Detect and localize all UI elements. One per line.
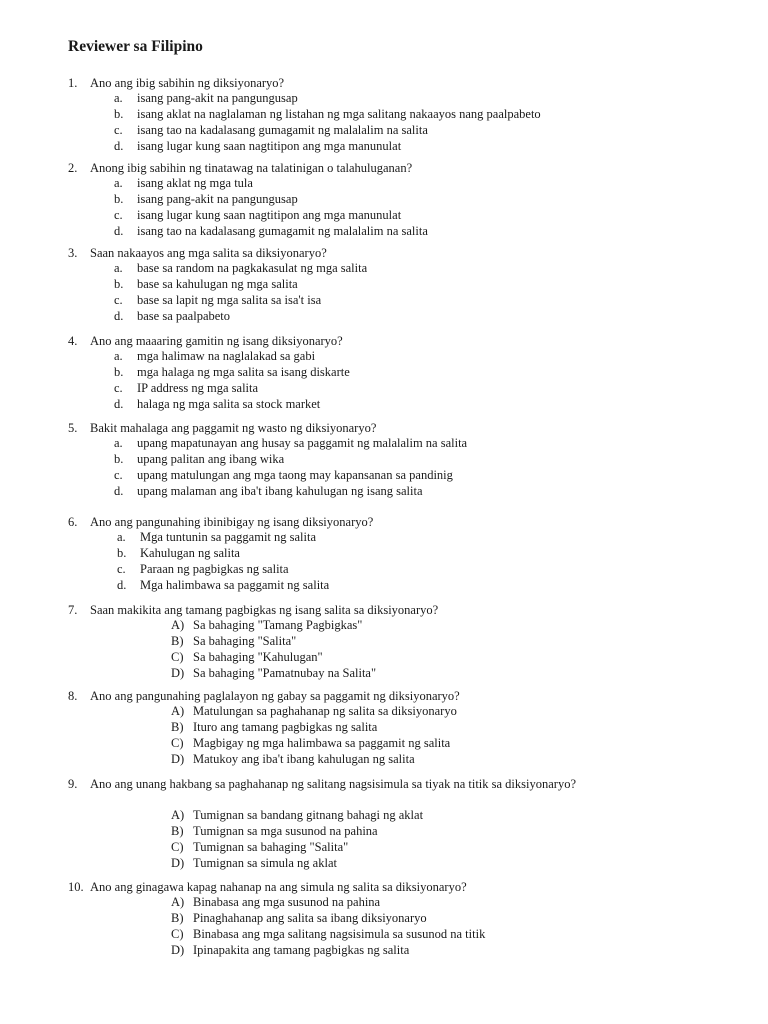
- question-text: Ano ang pangunahing paglalayon ng gabay sa paggamit ng diksiyonaryo?: [90, 689, 460, 703]
- choice-text: upang palitan ang ibang wika: [137, 451, 285, 466]
- choice-d: [0, 666, 768, 682]
- question-prompt: [0, 420, 768, 436]
- choice-b: [0, 911, 768, 927]
- choice-b: [0, 546, 768, 562]
- choice-text: isang aklat na naglalaman ng listahan ng mga salitang nakaayos nang paalpabeto: [137, 106, 541, 121]
- choice-text: base sa kahulugan ng mga salita: [137, 276, 298, 291]
- choice-d: [0, 224, 768, 240]
- question-prompt: [0, 245, 768, 261]
- choice-letter: a.: [117, 530, 126, 544]
- choice-letter: B): [171, 910, 184, 925]
- choice-letter: D): [171, 665, 185, 680]
- question-number: 10.: [68, 880, 84, 894]
- choice-letter: d.: [114, 138, 124, 153]
- choice-d: [0, 943, 768, 959]
- choice-letter: a.: [114, 261, 123, 275]
- choice-letter: d.: [114, 223, 124, 238]
- choice-letter: C): [171, 839, 184, 854]
- choice-letter: a.: [114, 91, 123, 105]
- choice-letter: B): [171, 633, 184, 648]
- choice-text: Mga halimbawa sa paggamit ng salita: [140, 577, 330, 592]
- choice-a: [0, 618, 768, 634]
- choice-text: isang lugar kung saan nagtitipon ang mga manunulat: [137, 138, 402, 153]
- choice-c: [0, 468, 768, 484]
- choice-letter: b.: [114, 106, 124, 121]
- choice-text: base sa paalpabeto: [137, 308, 231, 323]
- choice-b: [0, 192, 768, 208]
- choice-text: upang mapatunayan ang husay sa paggamit ng malalalim na salita: [137, 436, 468, 450]
- question-number: 2.: [68, 161, 78, 175]
- question-prompt: [0, 602, 768, 618]
- choice-letter: c.: [114, 207, 123, 222]
- choice-text: isang pang-akit na pangungusap: [137, 191, 298, 206]
- choice-text: Paraan ng pagbigkas ng salita: [140, 561, 289, 576]
- question-number: 3.: [68, 246, 78, 260]
- choice-c: [0, 381, 768, 397]
- choice-text: isang pang-akit na pangungusap: [137, 91, 298, 105]
- choice-text: mga halaga ng mga salita sa isang diskarte: [137, 364, 350, 379]
- choice-letter: c.: [117, 561, 126, 576]
- choice-a: [0, 176, 768, 192]
- choice-c: [0, 123, 768, 139]
- choice-text: Kahulugan ng salita: [140, 545, 240, 560]
- choice-letter: b.: [117, 545, 127, 560]
- question-number: 4.: [68, 334, 78, 348]
- choice-letter: C): [171, 926, 184, 941]
- choice-letter: d.: [114, 308, 124, 323]
- question-prompt: [0, 879, 768, 895]
- question-number: 1.: [68, 76, 78, 90]
- choice-text: Matulungan sa paghahanap ng salita sa diksiyonaryo: [193, 704, 457, 718]
- question-4: [0, 333, 768, 413]
- choice-text: base sa lapit ng mga salita sa isa't isa: [137, 292, 322, 307]
- question-3: [0, 245, 768, 325]
- choice-letter: B): [171, 719, 184, 734]
- question-8: [0, 688, 768, 768]
- choice-letter: b.: [114, 191, 124, 206]
- choice-text: Binabasa ang mga salitang nagsisimula sa susunod na titik: [193, 926, 486, 941]
- question-number: 8.: [68, 689, 78, 703]
- question-1: [0, 75, 768, 155]
- choice-text: upang matulungan ang mga taong may kapansanan sa pandinig: [137, 467, 453, 482]
- question-2: [0, 160, 768, 240]
- choice-letter: a.: [114, 349, 123, 363]
- question-prompt: [0, 776, 768, 792]
- choice-text: Magbigay ng mga halimbawa sa paggamit ng salita: [193, 735, 451, 750]
- question-5: [0, 420, 768, 500]
- question-number: 9.: [68, 777, 78, 791]
- choice-b: [0, 720, 768, 736]
- choice-c: [0, 650, 768, 666]
- choice-letter: B): [171, 823, 184, 838]
- choice-d: [0, 139, 768, 155]
- question-6: [0, 514, 768, 594]
- choice-text: mga halimaw na naglalakad sa gabi: [137, 349, 316, 363]
- choice-b: [0, 452, 768, 468]
- choice-letter: a.: [114, 176, 123, 190]
- choice-a: [0, 436, 768, 452]
- question-prompt: [0, 333, 768, 349]
- question-text: Saan nakaayos ang mga salita sa diksiyonaryo?: [90, 246, 327, 260]
- choice-text: base sa random na pagkakasulat ng mga salita: [137, 261, 368, 275]
- choice-letter: C): [171, 649, 184, 664]
- choice-c: [0, 840, 768, 856]
- choice-a: [0, 530, 768, 546]
- choice-text: Sa bahaging "Pamatnubay na Salita": [193, 665, 377, 680]
- choice-text: Tumignan sa bahaging "Salita": [193, 839, 349, 854]
- choice-c: [0, 208, 768, 224]
- choice-letter: D): [171, 751, 185, 766]
- choice-c: [0, 927, 768, 943]
- choice-text: Sa bahaging "Kahulugan": [193, 649, 323, 664]
- choice-letter: b.: [114, 276, 124, 291]
- page-title: Reviewer sa Filipino: [68, 38, 203, 55]
- question-number: 5.: [68, 421, 78, 435]
- choice-letter: d.: [114, 483, 124, 498]
- question-9: [0, 776, 768, 872]
- choice-letter: A): [171, 618, 185, 632]
- question-text: Anong ibig sabihin ng tinatawag na talatinigan o talahuluganan?: [90, 161, 413, 175]
- choice-a: [0, 704, 768, 720]
- choice-text: Binabasa ang mga susunod na pahina: [193, 895, 381, 909]
- choice-text: Pinaghahanap ang salita sa ibang diksiyonaryo: [193, 910, 427, 925]
- choice-a: [0, 895, 768, 911]
- choice-c: [0, 293, 768, 309]
- choice-b: [0, 824, 768, 840]
- choice-d: [0, 397, 768, 413]
- choice-a: [0, 91, 768, 107]
- question-prompt: [0, 75, 768, 91]
- choice-d: [0, 484, 768, 500]
- question-prompt: [0, 688, 768, 704]
- question-text: Ano ang pangunahing ibinibigay ng isang diksiyonaryo?: [90, 515, 374, 529]
- choice-a: [0, 261, 768, 277]
- choice-c: [0, 736, 768, 752]
- question-text: Bakit mahalaga ang paggamit ng wasto ng diksiyonaryo?: [90, 421, 377, 435]
- question-text: Ano ang ginagawa kapag nahanap na ang simula ng salita sa diksiyonaryo?: [90, 880, 467, 894]
- choice-c: [0, 562, 768, 578]
- choice-letter: A): [171, 808, 185, 822]
- choice-text: isang aklat ng mga tula: [137, 176, 253, 190]
- choice-letter: c.: [114, 467, 123, 482]
- question-number: 6.: [68, 515, 78, 529]
- choice-text: Sa bahaging "Tamang Pagbigkas": [193, 618, 363, 632]
- question-10: [0, 879, 768, 959]
- choice-text: Tumignan sa mga susunod na pahina: [193, 823, 378, 838]
- choice-letter: c.: [114, 122, 123, 137]
- question-prompt: [0, 160, 768, 176]
- choice-text: Ipinapakita ang tamang pagbigkas ng salita: [193, 942, 410, 957]
- question-prompt: [0, 514, 768, 530]
- choice-letter: A): [171, 704, 185, 718]
- question-text: Ano ang maaaring gamitin ng isang diksiyonaryo?: [90, 334, 343, 348]
- choice-text: upang malaman ang iba't ibang kahulugan ng isang salita: [137, 483, 423, 498]
- choice-text: halaga ng mga salita sa stock market: [137, 396, 321, 411]
- choice-d: [0, 752, 768, 768]
- choice-letter: a.: [114, 436, 123, 450]
- choice-a: [0, 808, 768, 824]
- choice-text: Mga tuntunin sa paggamit ng salita: [140, 530, 317, 544]
- choice-b: [0, 107, 768, 123]
- choice-d: [0, 578, 768, 594]
- question-number: 7.: [68, 603, 78, 617]
- choice-text: IP address ng mga salita: [137, 380, 259, 395]
- choice-b: [0, 634, 768, 650]
- choice-d: [0, 309, 768, 325]
- choice-b: [0, 277, 768, 293]
- choice-letter: C): [171, 735, 184, 750]
- question-text: Ano ang unang hakbang sa paghahanap ng salitang nagsisimula sa tiyak na titik sa diksiyonaryo?: [90, 777, 576, 791]
- choice-letter: D): [171, 942, 185, 957]
- choice-letter: A): [171, 895, 185, 909]
- choice-letter: b.: [114, 451, 124, 466]
- choice-text: isang tao na kadalasang gumagamit ng malalalim na salita: [137, 122, 428, 137]
- question-text: Saan makikita ang tamang pagbigkas ng isang salita sa diksiyonaryo?: [90, 603, 439, 617]
- question-text: Ano ang ibig sabihin ng diksiyonaryo?: [90, 76, 285, 90]
- choice-text: isang lugar kung saan nagtitipon ang mga manunulat: [137, 207, 402, 222]
- choice-letter: d.: [114, 396, 124, 411]
- choice-a: [0, 349, 768, 365]
- choice-text: Matukoy ang iba't ibang kahulugan ng salita: [193, 751, 415, 766]
- choice-letter: d.: [117, 577, 127, 592]
- choice-d: [0, 856, 768, 872]
- question-7: [0, 602, 768, 682]
- choice-letter: c.: [114, 292, 123, 307]
- choice-text: Sa bahaging "Salita": [193, 633, 297, 648]
- choice-text: isang tao na kadalasang gumagamit ng malalalim na salita: [137, 223, 428, 238]
- choice-letter: D): [171, 855, 185, 870]
- choice-text: Ituro ang tamang pagbigkas ng salita: [193, 719, 378, 734]
- choice-letter: c.: [114, 380, 123, 395]
- choice-text: Tumignan sa bandang gitnang bahagi ng aklat: [193, 808, 424, 822]
- choice-text: Tumignan sa simula ng aklat: [193, 855, 337, 870]
- choice-b: [0, 365, 768, 381]
- choice-letter: b.: [114, 364, 124, 379]
